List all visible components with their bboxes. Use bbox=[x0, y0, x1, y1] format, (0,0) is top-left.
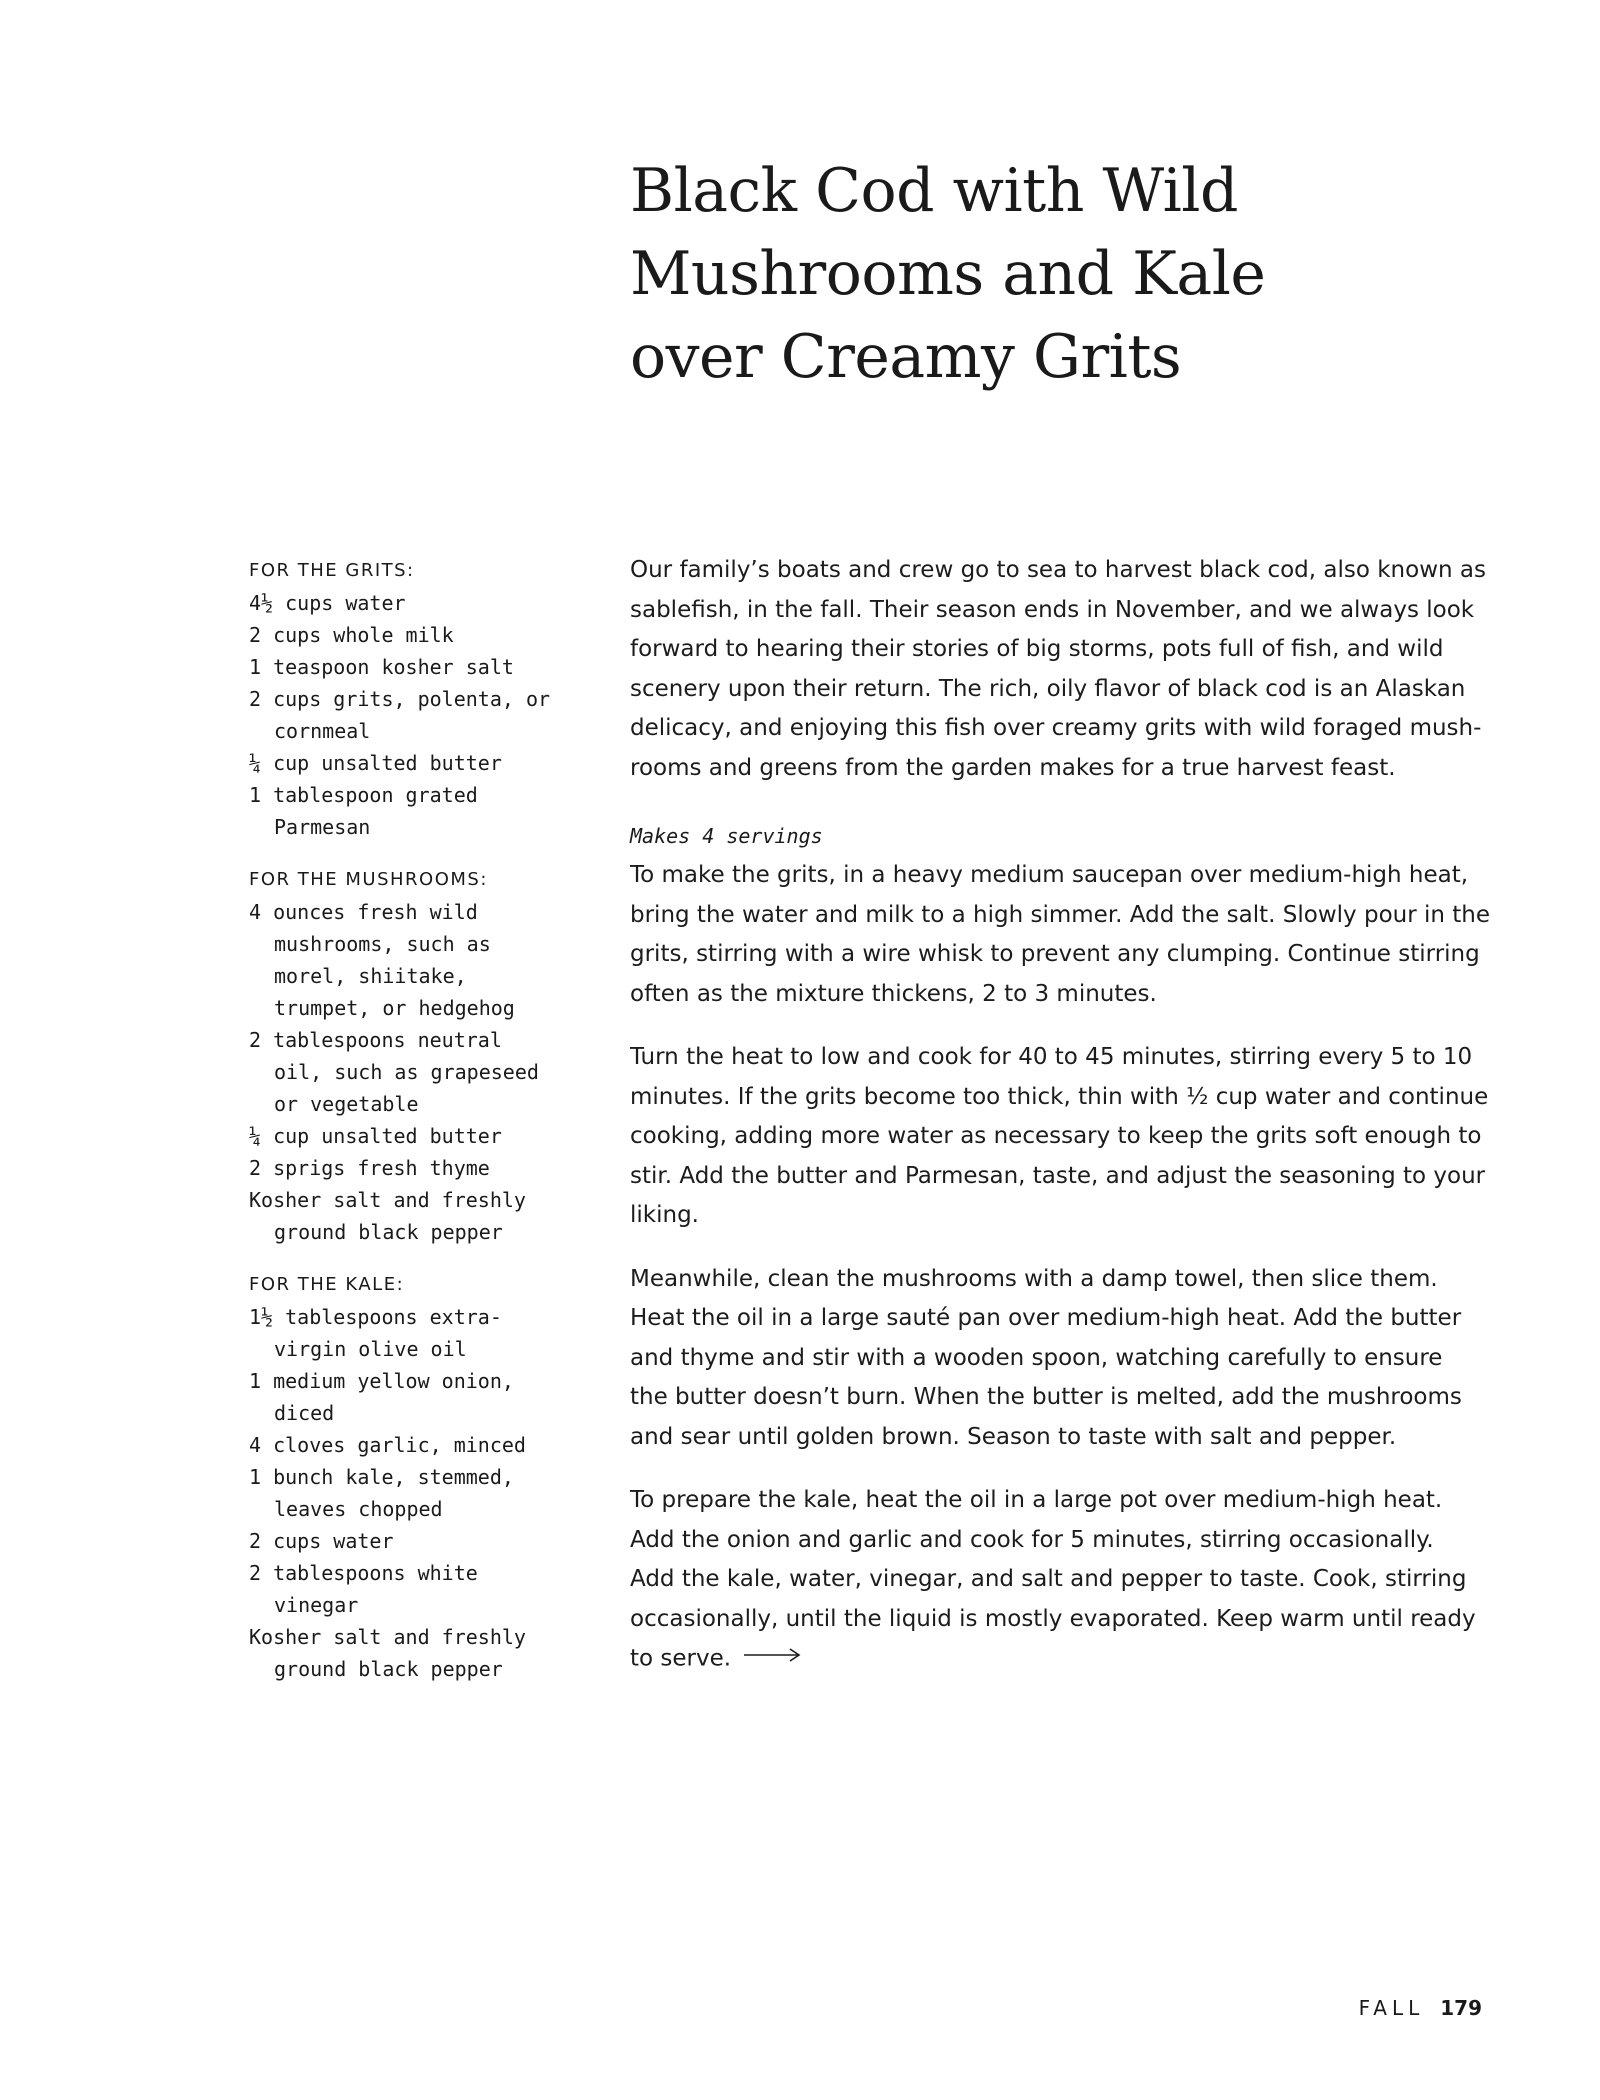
step-line bbox=[630, 1378, 1490, 1418]
ingredient-item: 2 cups water bbox=[249, 1529, 394, 1553]
step-line-text: liking. bbox=[630, 1202, 699, 1228]
ingredient-item: 2 sprigs fresh thyme bbox=[249, 1156, 490, 1180]
step-line-text: cooking, adding more water as necessary to keep the grits soft enough to bbox=[630, 1123, 1482, 1149]
ingredient-list bbox=[249, 896, 589, 1248]
ingredient-item: 1½ tablespoons extra- virgin olive oil bbox=[249, 1305, 502, 1361]
page-number: 179 bbox=[1440, 1996, 1482, 2020]
step-line-text: Turn the heat to low and cook for 40 to 45 minutes, stirring every 5 to 10 bbox=[630, 1044, 1473, 1070]
intro-line: forward to hearing their stories of big storms, pots full of fish, and wild bbox=[630, 636, 1444, 662]
ingredient-item: 4 ounces fresh wild mushrooms, such as morel, shiitake, trumpet, or hedgehog bbox=[249, 900, 515, 1020]
ingredient-item: 1 tablespoon grated Parmesan bbox=[249, 783, 478, 839]
step-line bbox=[630, 1038, 1490, 1078]
step-line bbox=[630, 1339, 1490, 1379]
method-step bbox=[630, 1260, 1490, 1458]
step-line-text: occasionally, until the liquid is mostly evaporated. Keep warm until ready bbox=[630, 1605, 1476, 1632]
step-line bbox=[630, 1260, 1490, 1300]
step-line bbox=[630, 935, 1490, 975]
step-line-text: to serve. bbox=[630, 1645, 732, 1672]
method-steps bbox=[630, 856, 1490, 1679]
step-line-text: Heat the oil in a large sauté pan over medium-high heat. Add the butter bbox=[630, 1305, 1462, 1331]
ingredient-group-heading: FOR THE GRITS: bbox=[249, 560, 415, 581]
right-arrow-icon bbox=[743, 1637, 801, 1677]
recipe-yield: Makes 4 servings bbox=[630, 824, 823, 848]
step-line-text: Meanwhile, clean the mushrooms with a damp towel, then slice them. bbox=[630, 1265, 1438, 1292]
ingredient-group-heading: FOR THE KALE: bbox=[249, 1274, 405, 1295]
step-line bbox=[630, 1157, 1490, 1197]
recipe-intro bbox=[630, 551, 1490, 788]
step-line bbox=[630, 1078, 1490, 1118]
step-line bbox=[630, 1639, 1490, 1679]
ingredient-item: Kosher salt and freshly ground black pepper bbox=[249, 1625, 526, 1681]
intro-line: scenery upon their return. The rich, oily flavor of black cod is an Alaskan bbox=[630, 675, 1466, 702]
ingredient-item: 2 tablespoons neutral oil, such as grapeseed or vegetable bbox=[249, 1028, 539, 1116]
method-step bbox=[630, 1481, 1490, 1679]
step-line-text: To make the grits, in a heavy medium saucepan over medium-high heat, bbox=[630, 862, 1469, 888]
step-line-text: To prepare the kale, heat the oil in a large pot over medium-high heat. bbox=[630, 1487, 1443, 1513]
ingredient-group bbox=[249, 1269, 589, 1685]
ingredient-item: ¼ cup unsalted butter bbox=[249, 1124, 502, 1148]
ingredient-item: 2 cups whole milk bbox=[249, 623, 454, 647]
step-line-text: and thyme and stir with a wooden spoon, watching carefully to ensure bbox=[630, 1344, 1443, 1371]
step-line bbox=[630, 1299, 1490, 1339]
ingredient-group bbox=[249, 555, 589, 843]
intro-line: sablefish, in the fall. Their season ends in November, and we always look bbox=[630, 596, 1475, 623]
step-line-text: Add the kale, water, vinegar, and salt and pepper to taste. Cook, stirring bbox=[630, 1566, 1467, 1592]
step-line bbox=[630, 896, 1490, 936]
step-line-text: stir. Add the butter and Parmesan, taste, and adjust the seasoning to your bbox=[630, 1162, 1486, 1189]
title-line: over Creamy Grits bbox=[630, 322, 1182, 392]
method-step bbox=[630, 1038, 1490, 1236]
ingredient-item: 1 medium yellow onion, diced bbox=[249, 1369, 514, 1425]
step-line-text: often as the mixture thickens, 2 to 3 minutes. bbox=[630, 980, 1157, 1007]
step-line-text: Add the onion and garlic and cook for 5 minutes, stirring occasionally. bbox=[630, 1526, 1434, 1553]
intro-line: rooms and greens from the garden makes for a true harvest feast. bbox=[630, 754, 1396, 781]
ingredient-item: 1 teaspoon kosher salt bbox=[249, 655, 514, 679]
ingredient-item: 1 bunch kale, stemmed, leaves chopped bbox=[249, 1465, 514, 1521]
step-line bbox=[630, 1481, 1490, 1521]
recipe-body bbox=[630, 551, 1490, 1679]
ingredient-item: 2 cups grits, polenta, or cornmeal bbox=[249, 687, 551, 743]
ingredient-item: 4 cloves garlic, minced bbox=[249, 1433, 526, 1457]
step-line bbox=[630, 1418, 1490, 1458]
step-line-text: bring the water and milk to a high simmer. Add the salt. Slowly pour in the bbox=[630, 901, 1491, 928]
step-line-text: grits, stirring with a wire whisk to prevent any clumping. Continue stirring bbox=[630, 941, 1480, 967]
page-footer bbox=[1359, 1996, 1482, 2020]
ingredients-column bbox=[249, 555, 589, 1685]
step-line bbox=[630, 1600, 1490, 1640]
recipe-title bbox=[630, 150, 1530, 399]
ingredient-item: 4½ cups water bbox=[249, 591, 406, 615]
step-line-text: minutes. If the grits become too thick, thin with ½ cup water and continue bbox=[630, 1083, 1489, 1110]
step-line bbox=[630, 856, 1490, 896]
section-name: FALL bbox=[1358, 1996, 1425, 2020]
step-line bbox=[630, 1196, 1490, 1236]
step-line bbox=[630, 1560, 1490, 1600]
step-line-text: and sear until golden brown. Season to taste with salt and pepper. bbox=[630, 1423, 1397, 1450]
ingredient-group bbox=[249, 864, 589, 1248]
ingredient-list bbox=[249, 1301, 589, 1685]
ingredient-item: 2 tablespoons white vinegar bbox=[249, 1561, 478, 1617]
ingredient-group-heading: FOR THE MUSHROOMS: bbox=[249, 869, 488, 890]
step-line bbox=[630, 975, 1490, 1015]
intro-line: Our family’s boats and crew go to sea to harvest black cod, also known as bbox=[630, 557, 1486, 583]
ingredient-item: Kosher salt and freshly ground black pepper bbox=[249, 1188, 526, 1244]
intro-line: delicacy, and enjoying this fish over creamy grits with wild foraged mush- bbox=[630, 715, 1482, 741]
title-line: Mushrooms and Kale bbox=[630, 239, 1266, 309]
step-line bbox=[630, 1521, 1490, 1561]
step-line bbox=[630, 1117, 1490, 1157]
ingredient-list bbox=[249, 587, 589, 843]
title-line: Black Cod with Wild bbox=[630, 156, 1238, 226]
ingredient-item: ¼ cup unsalted butter bbox=[249, 751, 502, 775]
step-line-text: the butter doesn’t burn. When the butter is melted, add the mushrooms bbox=[630, 1384, 1462, 1410]
method-step bbox=[630, 856, 1490, 1014]
